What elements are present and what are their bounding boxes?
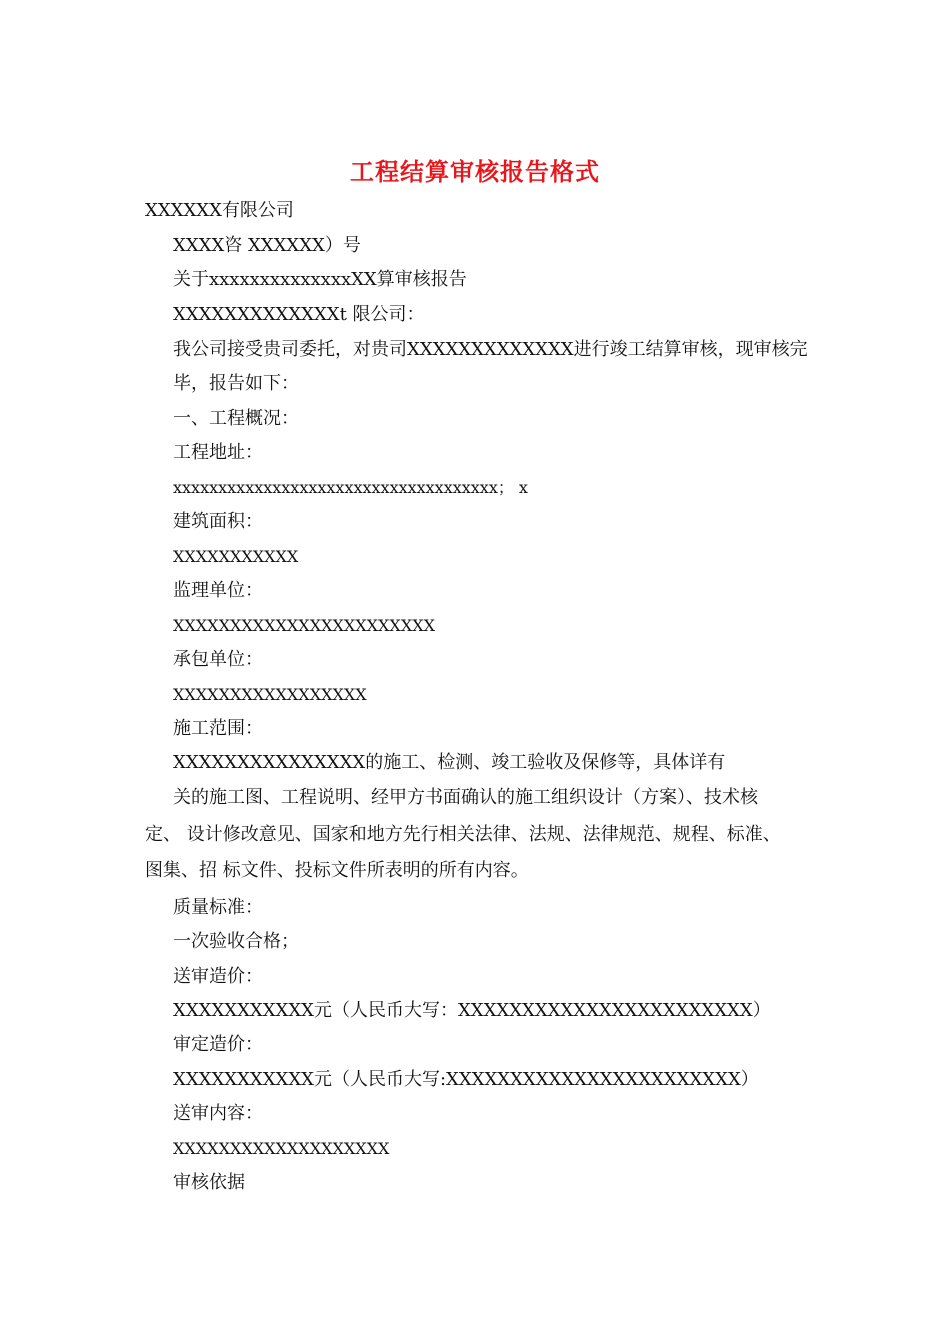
label-audit-basis: 审核依据 [173,1172,245,1193]
scope-paragraph-line-4: 图集、招 标文件、投标文件所表明的所有内容。 [145,860,529,881]
section-heading-overview: 一、工程概况： [173,408,299,429]
value-supervision-unit: XXXXXXXXXXXXXXXXXXXXXXX [173,616,435,635]
value-project-address: xxxxxxxxxxxxxxxxxxxxxxxxxxxxxxxxxxxx； x [173,478,528,497]
value-quality-standard: 一次验收合格； [173,931,299,952]
addressee: XXXXXXXXXXXXXt 限公司： [173,304,425,325]
label-project-address: 工程地址： [173,442,263,463]
label-contractor: 承包单位： [173,649,263,670]
intro-paragraph-line-2: 毕，报告如下： [173,373,299,394]
label-submitted-content: 送审内容： [173,1103,263,1124]
value-approved-cost: XXXXXXXXXXX元（人民币大写:XXXXXXXXXXXXXXXXXXXXXXX） [173,1069,759,1090]
label-construction-scope: 施工范围： [173,718,263,739]
label-approved-cost: 审定造价： [173,1034,263,1055]
report-subject: 关于xxxxxxxxxxxxxxXX算审核报告 [173,269,467,290]
scope-paragraph-line-2: 关的施工图、工程说明、经甲方书面确认的施工组织设计（方案）、技术核 [173,787,758,808]
value-submitted-cost: XXXXXXXXXXX元（人民币大写：XXXXXXXXXXXXXXXXXXXXXXX） [173,1000,771,1021]
value-building-area: XXXXXXXXXXX [173,547,299,566]
label-quality-standard: 质量标准： [173,897,263,918]
label-supervision-unit: 监理单位： [173,580,263,601]
scope-paragraph-line-1: XXXXXXXXXXXXXXX的施工、检测、竣工验收及保修等，具体详有 [173,752,726,773]
document-number: XXXX咨 XXXXXX）号 [173,235,361,256]
intro-paragraph-line-1: 我公司接受贵司委托，对贵司XXXXXXXXXXXXX进行竣工结算审核，现审核完 [173,339,808,360]
label-building-area: 建筑面积： [173,511,263,532]
company-name: XXXXXX有限公司 [145,200,294,221]
value-contractor: XXXXXXXXXXXXXXXXX [173,685,367,704]
scope-paragraph-line-3: 定、 设计修改意见、国家和地方先行相关法律、法规、法律规范、规程、标准、 [145,824,781,845]
document-title: 工程结算审核报告格式 [350,157,600,186]
value-submitted-content: XXXXXXXXXXXXXXXXXXX [173,1139,390,1158]
label-submitted-cost: 送审造价： [173,966,263,987]
